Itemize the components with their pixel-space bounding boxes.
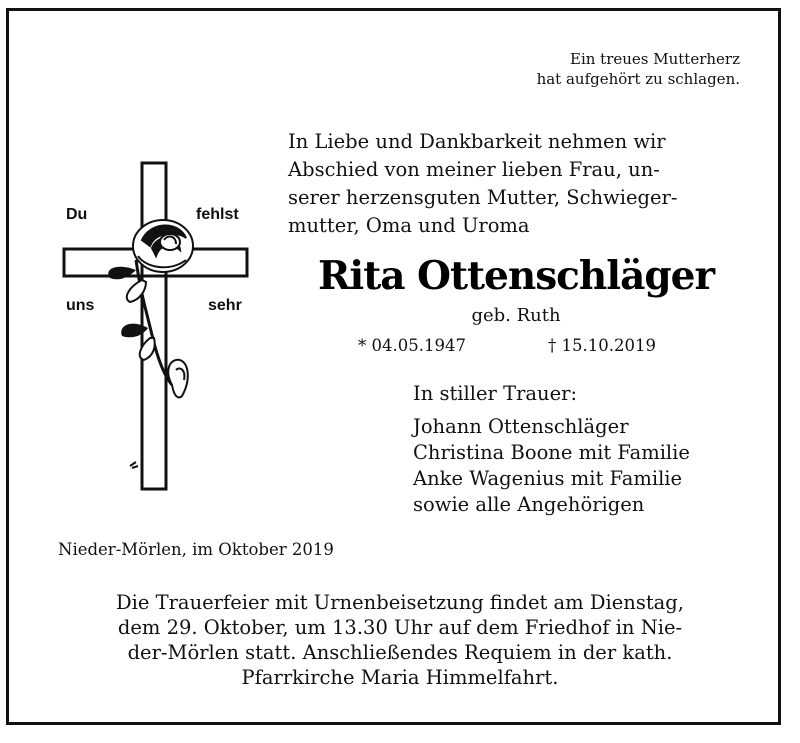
mourners-heading: In stiller Trauer:: [413, 382, 578, 405]
intro-line-1: In Liebe und Dankbarkeit nehmen wir: [288, 130, 666, 153]
birth-name: geb. Ruth: [471, 305, 561, 326]
motto-line-2: hat aufgehört zu schlagen.: [536, 70, 740, 88]
deceased-name: Rita Ottenschläger: [317, 253, 715, 299]
motto: [490, 49, 740, 89]
intro-text: [288, 128, 677, 240]
cross-word-sehr: sehr: [208, 297, 242, 314]
cross-word-fehlst: fehlst: [196, 206, 239, 223]
mourner-item: Johann Ottenschläger: [413, 415, 629, 438]
motto-line-1: Ein treues Mutterherz: [570, 50, 740, 68]
funeral-line-2: dem 29. Oktober, um 13.30 Uhr auf dem Friedhof in Nie-: [117, 616, 683, 639]
intro-line-3: serer herzensguten Mutter, Schwieger-: [288, 186, 678, 209]
intro-line-4: mutter, Oma und Uroma: [288, 214, 530, 237]
mourner-item: sowie alle Angehörigen: [413, 493, 645, 516]
mourner-item: Anke Wagenius mit Familie: [413, 467, 683, 490]
funeral-info: [40, 590, 760, 690]
intro-line-2: Abschied von meiner lieben Frau, un-: [288, 158, 660, 181]
birth-date: * 04.05.1947: [358, 336, 466, 355]
cross-word-uns: uns: [66, 297, 95, 314]
funeral-line-4: Pfarrkirche Maria Himmelfahrt.: [241, 666, 559, 689]
death-date: † 15.10.2019: [548, 336, 656, 355]
funeral-line-3: der-Mörlen statt. Anschließendes Requiem in der kath.: [127, 641, 673, 664]
mourners-list: [413, 414, 690, 518]
place-date: Nieder-Mörlen, im Oktober 2019: [58, 540, 334, 559]
mourner-item: Christina Boone mit Familie: [413, 441, 690, 464]
funeral-line-1: Die Trauerfeier mit Urnenbeisetzung findet am Dienstag,: [116, 591, 684, 614]
cross-word-du: Du: [66, 206, 88, 223]
